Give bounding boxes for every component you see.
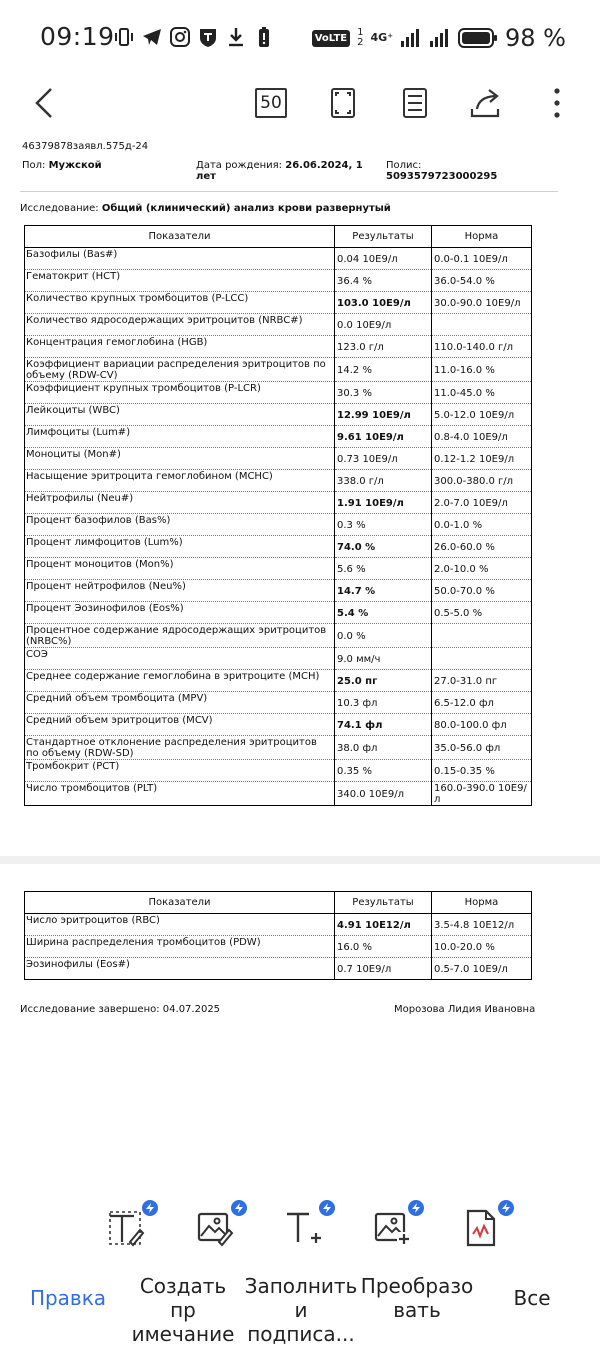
table-row — [25, 314, 532, 336]
indicator-cell: Процент моноцитов (Mon%) — [25, 558, 335, 580]
indicator-cell: Лимфоциты (Lum#) — [25, 426, 335, 448]
table-row — [25, 426, 532, 448]
norm-cell: 2.0-10.0 % — [432, 558, 532, 580]
norm-cell: 11.0-16.0 % — [432, 358, 532, 382]
add-image-button[interactable] — [372, 1208, 412, 1248]
norm-cell: 0.0-0.1 10Е9/л — [432, 248, 532, 270]
header-norm: Норма — [432, 892, 532, 914]
edit-image-button[interactable] — [195, 1208, 235, 1248]
edit-text-icon — [106, 1208, 146, 1248]
indicator-cell: Количество крупных тромбоцитов (P-LCC) — [25, 292, 335, 314]
table-row — [25, 670, 532, 692]
order-number: 46379878заявл.575д-24 — [22, 141, 149, 152]
result-cell: 12.99 10Е9/л — [335, 404, 432, 426]
table-row — [25, 580, 532, 602]
premium-badge-icon — [319, 1200, 335, 1216]
table-row — [25, 270, 532, 292]
fullscreen-button[interactable] — [325, 76, 361, 130]
norm-cell: 3.5-4.8 10Е12/л — [432, 914, 532, 936]
result-cell: 9.61 10Е9/л — [335, 426, 432, 448]
table-row — [25, 382, 532, 404]
norm-cell: 6.5-12.0 фл — [432, 692, 532, 714]
header-result: Результаты — [335, 892, 432, 914]
table-row — [25, 536, 532, 558]
result-cell: 38.0 фл — [335, 736, 432, 760]
indicator-cell: Средний объем тромбоцита (MPV) — [25, 692, 335, 714]
result-cell: 0.04 10Е9/л — [335, 248, 432, 270]
result-cell: 338.0 г/л — [335, 470, 432, 492]
result-cell: 103.0 10Е9/л — [335, 292, 432, 314]
indicator-cell: Среднее содержание гемоглобина в эритроците (MCH) — [25, 670, 335, 692]
battery-percent: 98 % — [505, 24, 566, 52]
result-cell: 74.0 % — [335, 536, 432, 558]
more-vertical-icon — [553, 87, 561, 119]
tab-all[interactable]: Все — [513, 1286, 551, 1310]
table-header — [25, 892, 532, 914]
tab-create-note[interactable]: Создать пр имечание — [131, 1274, 235, 1346]
norm-cell — [432, 314, 532, 336]
indicator-cell: Число тромбоцитов (PLT) — [25, 782, 335, 806]
norm-cell: 11.0-45.0 % — [432, 382, 532, 404]
norm-cell: 0.12-1.2 10Е9/л — [432, 448, 532, 470]
indicator-cell: Процент лимфоцитов (Lum%) — [25, 536, 335, 558]
sim-indicator: 1 2 — [357, 27, 364, 48]
edit-tools-bar — [0, 1200, 600, 1260]
result-cell: 123.0 г/л — [335, 336, 432, 358]
indicator-cell: Стандартное отклонение распределения эритроцитов по объему (RDW-SD) — [25, 736, 335, 760]
table-row — [25, 736, 532, 760]
back-arrow-icon — [33, 87, 55, 119]
telegram-icon — [141, 26, 163, 48]
table-row — [25, 692, 532, 714]
indicator-cell: Гематокрит (HCT) — [25, 270, 335, 292]
norm-cell: 160.0-390.0 10Е9/л — [432, 782, 532, 806]
table-row — [25, 448, 532, 470]
results-table — [24, 225, 532, 806]
indicator-cell: СОЭ — [25, 648, 335, 670]
indicator-cell: Концентрация гемоглобина (HGB) — [25, 336, 335, 358]
more-menu-button[interactable] — [545, 76, 569, 130]
download-icon — [225, 26, 247, 48]
indicator-cell: Процентное содержание ядросодержащих эритроцитов (NRBC%) — [25, 624, 335, 648]
add-text-button[interactable] — [283, 1208, 323, 1248]
norm-cell: 300.0-380.0 г/л — [432, 470, 532, 492]
page-break — [0, 856, 600, 864]
table-row — [25, 558, 532, 580]
norm-cell: 0.8-4.0 10Е9/л — [432, 426, 532, 448]
indicator-cell: Процент нейтрофилов (Neu%) — [25, 580, 335, 602]
result-cell: 5.4 % — [335, 602, 432, 624]
norm-cell: 0.0-1.0 % — [432, 514, 532, 536]
result-cell: 9.0 мм/ч — [335, 648, 432, 670]
indicator-cell: Нейтрофилы (Neu#) — [25, 492, 335, 514]
share-button[interactable] — [468, 76, 504, 130]
viewer-toolbar — [0, 76, 600, 132]
signal-icon-1 — [400, 28, 422, 48]
table-header — [25, 226, 532, 248]
fullscreen-icon — [330, 87, 356, 119]
add-image-icon — [372, 1208, 412, 1248]
norm-cell: 5.0-12.0 10Е9/л — [432, 404, 532, 426]
indicator-cell: Коэффициент вариации распределения эритроцитов по объему (RDW-CV) — [25, 358, 335, 382]
result-cell: 10.3 фл — [335, 692, 432, 714]
result-cell: 14.7 % — [335, 580, 432, 602]
table-row — [25, 958, 532, 980]
result-cell: 0.35 % — [335, 760, 432, 782]
result-cell: 1.91 10Е9/л — [335, 492, 432, 514]
header-norm: Норма — [432, 226, 532, 248]
status-bar — [0, 0, 600, 76]
norm-cell: 80.0-100.0 фл — [432, 714, 532, 736]
add-text-icon — [283, 1208, 323, 1248]
instagram-icon — [169, 26, 191, 48]
network-type: 4G⁺ — [370, 31, 394, 44]
bottom-tab-bar — [0, 1262, 600, 1346]
table-row — [25, 914, 532, 936]
premium-badge-icon — [498, 1200, 514, 1216]
table-row — [25, 470, 532, 492]
premium-badge-icon — [231, 1200, 247, 1216]
result-cell: 36.4 % — [335, 270, 432, 292]
result-cell: 0.3 % — [335, 514, 432, 536]
result-cell: 30.3 % — [335, 382, 432, 404]
table-row — [25, 760, 532, 782]
table-row — [25, 936, 532, 958]
indicator-cell: Эозинофилы (Eos#) — [25, 958, 335, 980]
sign-document-button[interactable] — [462, 1208, 502, 1248]
norm-cell: 27.0-31.0 пг — [432, 670, 532, 692]
indicator-cell: Процент Эозинофилов (Eos%) — [25, 602, 335, 624]
norm-cell — [432, 648, 532, 670]
norm-cell: 0.5-5.0 % — [432, 602, 532, 624]
table-row — [25, 358, 532, 382]
table-row — [25, 514, 532, 536]
indicator-cell: Коэффициент крупных тромбоцитов (P-LCR) — [25, 382, 335, 404]
premium-badge-icon — [142, 1200, 158, 1216]
indicator-cell: Лейкоциты (WBC) — [25, 404, 335, 426]
table-row — [25, 492, 532, 514]
norm-cell: 50.0-70.0 % — [432, 580, 532, 602]
norm-cell: 2.0-7.0 10Е9/л — [432, 492, 532, 514]
doctor-name: Морозова Лидия Ивановна — [394, 1004, 536, 1015]
result-cell: 5.6 % — [335, 558, 432, 580]
indicator-cell: Количество ядросодержащих эритроцитов (NRBC#) — [25, 314, 335, 336]
battery-icon — [458, 27, 498, 49]
header-indicator: Показатели — [25, 892, 335, 914]
tab-convert[interactable]: Преобразо вать — [360, 1274, 474, 1322]
result-cell: 74.1 фл — [335, 714, 432, 736]
norm-cell: 26.0-60.0 % — [432, 536, 532, 558]
indicator-cell: Насыщение эритроцита гемоглобином (MCHC) — [25, 470, 335, 492]
page-count: 50 — [255, 88, 287, 118]
page-count-button[interactable] — [253, 76, 289, 130]
indicator-cell: Моноциты (Mon#) — [25, 448, 335, 470]
back-button[interactable] — [26, 76, 62, 130]
norm-cell: 35.0-56.0 фл — [432, 736, 532, 760]
edit-text-button[interactable] — [106, 1208, 146, 1248]
battery-alert-icon — [253, 26, 275, 48]
divider — [20, 191, 558, 192]
vibrate-icon — [113, 26, 135, 48]
indicator-cell: Базофилы (Bas#) — [25, 248, 335, 270]
signal-icon-2 — [429, 28, 451, 48]
table-row — [25, 782, 532, 806]
status-time: 09:19 — [40, 22, 115, 51]
volte-badge: VoLTE — [312, 30, 350, 47]
result-cell: 0.0 % — [335, 624, 432, 648]
status-right — [312, 24, 566, 52]
indicator-cell: Средний объем эритроцитов (MCV) — [25, 714, 335, 736]
table-row — [25, 624, 532, 648]
result-cell: 25.0 пг — [335, 670, 432, 692]
table-row — [25, 602, 532, 624]
dob-field: Дата рождения: 26.06.2024, 1 лет — [196, 160, 363, 182]
table-row — [25, 292, 532, 314]
edit-image-icon — [195, 1208, 235, 1248]
norm-cell: 36.0-54.0 % — [432, 270, 532, 292]
norm-cell: 0.5-7.0 10Е9/л — [432, 958, 532, 980]
sex-field: Пол: Мужской — [22, 160, 102, 171]
result-cell: 4.91 10Е12/л — [335, 914, 432, 936]
premium-badge-icon — [408, 1200, 424, 1216]
header-indicator: Показатели — [25, 226, 335, 248]
notification-icons — [113, 26, 275, 48]
table-row — [25, 248, 532, 270]
result-cell: 0.0 10Е9/л — [335, 314, 432, 336]
shield-app-icon — [197, 26, 219, 48]
table-row — [25, 714, 532, 736]
indicator-cell: Число эритроцитов (RBC) — [25, 914, 335, 936]
reading-mode-button[interactable] — [397, 76, 433, 130]
completed-date: Исследование завершено: 04.07.2025 — [20, 1004, 221, 1015]
result-cell: 0.7 10Е9/л — [335, 958, 432, 980]
tab-edit[interactable]: Правка — [29, 1286, 107, 1310]
norm-cell: 0.15-0.35 % — [432, 760, 532, 782]
result-cell: 14.2 % — [335, 358, 432, 382]
table-row — [25, 648, 532, 670]
policy-field: Полис: 5093579723000295 — [386, 160, 498, 182]
header-result: Результаты — [335, 226, 432, 248]
table-row — [25, 404, 532, 426]
result-cell: 340.0 10Е9/л — [335, 782, 432, 806]
reading-mode-icon — [402, 87, 428, 119]
indicator-cell: Тромбокрит (PCT) — [25, 760, 335, 782]
norm-cell — [432, 624, 532, 648]
study-title: Исследование: Общий (клинический) анализ крови развернутый — [20, 203, 391, 214]
norm-cell: 10.0-20.0 % — [432, 936, 532, 958]
tab-fill-sign[interactable]: Заполнить и подписа... — [244, 1274, 358, 1346]
result-cell: 0.73 10Е9/л — [335, 448, 432, 470]
share-icon — [469, 87, 503, 119]
result-cell: 16.0 % — [335, 936, 432, 958]
indicator-cell: Процент базофилов (Bas%) — [25, 514, 335, 536]
indicator-cell: Ширина распределения тромбоцитов (PDW) — [25, 936, 335, 958]
results-table-2 — [24, 891, 532, 980]
norm-cell: 110.0-140.0 г/л — [432, 336, 532, 358]
norm-cell: 30.0-90.0 10Е9/л — [432, 292, 532, 314]
table-row — [25, 336, 532, 358]
sign-document-icon — [462, 1208, 502, 1248]
